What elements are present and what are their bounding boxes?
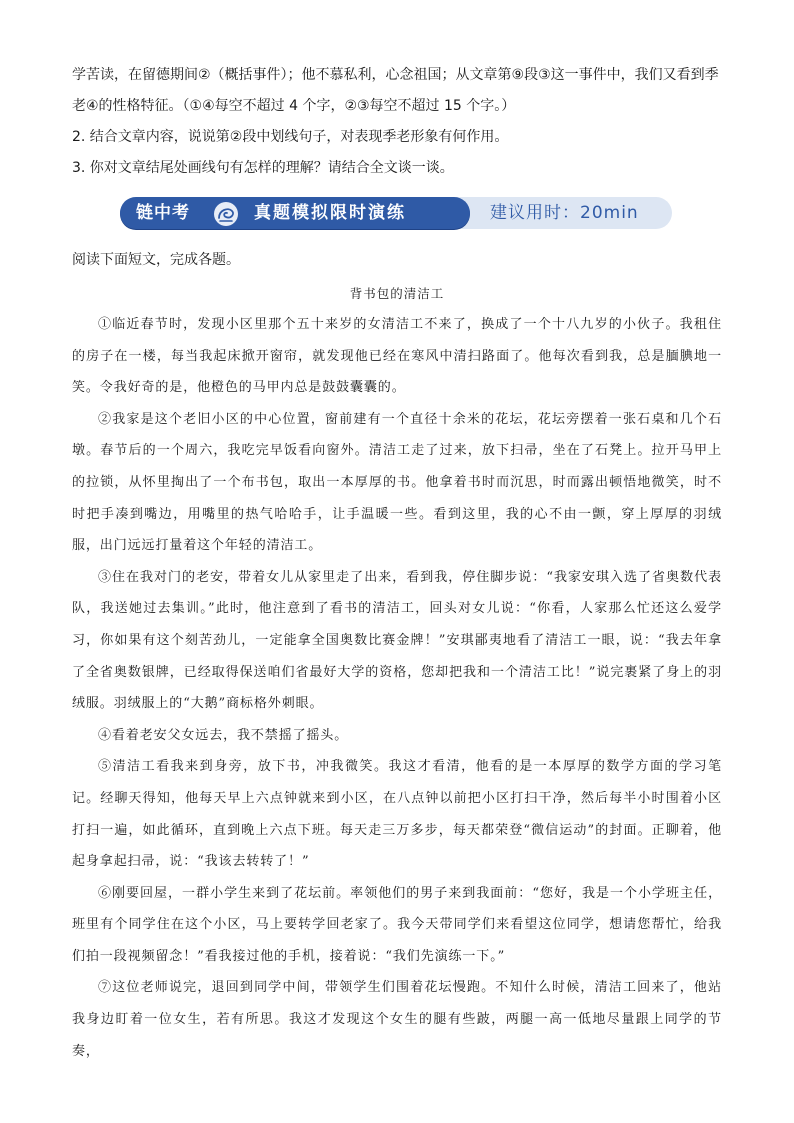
question-2: 2. 结合文章内容，说说第②段中划线句子，对表现季老形象有何作用。 bbox=[72, 129, 509, 145]
story-paragraph: ③住在我对门的老安，带着女儿从家里走了出来，看到我，停住脚步说：“我家安琪入选了省奥数代表队，我送她过去集训。”此时，他注意到了看书的清洁工，回头对女儿说：“你看，人家那么忙还这么爱学习，你如果有这个刻苦劲儿，一定能拿全国奥数比赛金牌！”安琪鄙夷地看了清洁工一眼，说：“我去年拿了全省奥数银牌，已经取得保送咱们省最好大学的资格，您却把我和一个清洁工比！”说完裹紧了身上的羽绒服。羽绒服上的“大鹅”商标格外刺眼。 bbox=[72, 569, 722, 712]
document-page bbox=[72, 60, 722, 1067]
story-paragraph: ⑦这位老师说完，退回到同学中间，带领学生们围着花坛慢跑。不知什么时候，清洁工回来了，他站我身边盯着一位女生，若有所思。我这才发现这个女生的腿有些跛，两腿一高一低地尽量跟上同学的节奏， bbox=[72, 980, 722, 1059]
story-paragraph: ②我家是这个老旧小区的中心位置，窗前建有一个直径十余米的花坛，花坛旁摆着一张石桌和几个石墩。春节后的一个周六，我吃完早饭看向窗外。清洁工走了过来，放下扫帚，坐在了石凳上。拉开马甲上的拉锁，从怀里掏出了一个布书包，取出一本厚厚的书。他拿着书时而沉思，时而露出顿悟地微笑，时不时把手凑到嘴边，用嘴里的热气哈哈手，让手温暖一些。看到这里，我的心不由一颤，穿上厚厚的羽绒服，出门远远打量着这个年轻的清洁工。 bbox=[72, 411, 722, 554]
story-paragraph: ①临近春节时，发现小区里那个五十来岁的女清洁工不来了，换成了一个十八九岁的小伙子。我租住的房子在一楼，每当我起床掀开窗帘，就发现他已经在寒风中清扫路面了。他每次看到我，总是腼腆地一笑。令我好奇的是，他橙色的马甲内总是鼓鼓囊囊的。 bbox=[72, 317, 722, 396]
question-1-line-1: 学苦读，在留德期间②（概括事件）；他不慕私利，心念祖国；从文章第⑨段③这一事件中，我们又看到季 bbox=[72, 67, 719, 83]
section-banner bbox=[120, 195, 672, 231]
reading-instruction: 阅读下面短文，完成各题。 bbox=[72, 252, 240, 268]
suggested-time: 建议用时：20min bbox=[490, 203, 639, 223]
banner-title: 真题模拟限时演练 bbox=[254, 203, 406, 223]
banner-tag: 链中考 bbox=[136, 203, 190, 223]
story-paragraph: ④看着老安父女远去，我不禁摇了摇头。 bbox=[98, 727, 349, 743]
story-paragraph: ⑤清洁工看我来到身旁，放下书，冲我微笑。我这才看清，他看的是一本厚厚的数学方面的学习笔记。经聊天得知，他每天早上六点钟就来到小区，在八点钟以前把小区打扫干净，然后每半小时围着小区打扫一遍，如此循环，直到晚上六点下班。每天走三万多步，每天都荣登“微信运动”的封面。正聊着，他起身拿起扫帚，说：“我该去转转了！” bbox=[72, 759, 722, 870]
question-1-line-2: 老④的性格特征。（①④每空不超过 4 个字，②③每空不超过 15 个字。） bbox=[72, 98, 516, 114]
story-paragraph: ⑥刚要回屋，一群小学生来到了花坛前。率领他们的男子来到我面前：“您好，我是一个小学班主任，班里有个同学住在这个小区，马上要转学回老家了。我今天带同学们来看望这位同学，想请您帮忙，给我们拍一段视频留念！”看我接过他的手机，接着说：“我们先演练一下。” bbox=[72, 885, 722, 964]
question-3: 3. 你对文章结尾处画线句有怎样的理解？请结合全文谈一谈。 bbox=[72, 160, 454, 176]
story-title: 背书包的清洁工 bbox=[349, 286, 445, 301]
swirl-logo-icon bbox=[214, 202, 238, 226]
